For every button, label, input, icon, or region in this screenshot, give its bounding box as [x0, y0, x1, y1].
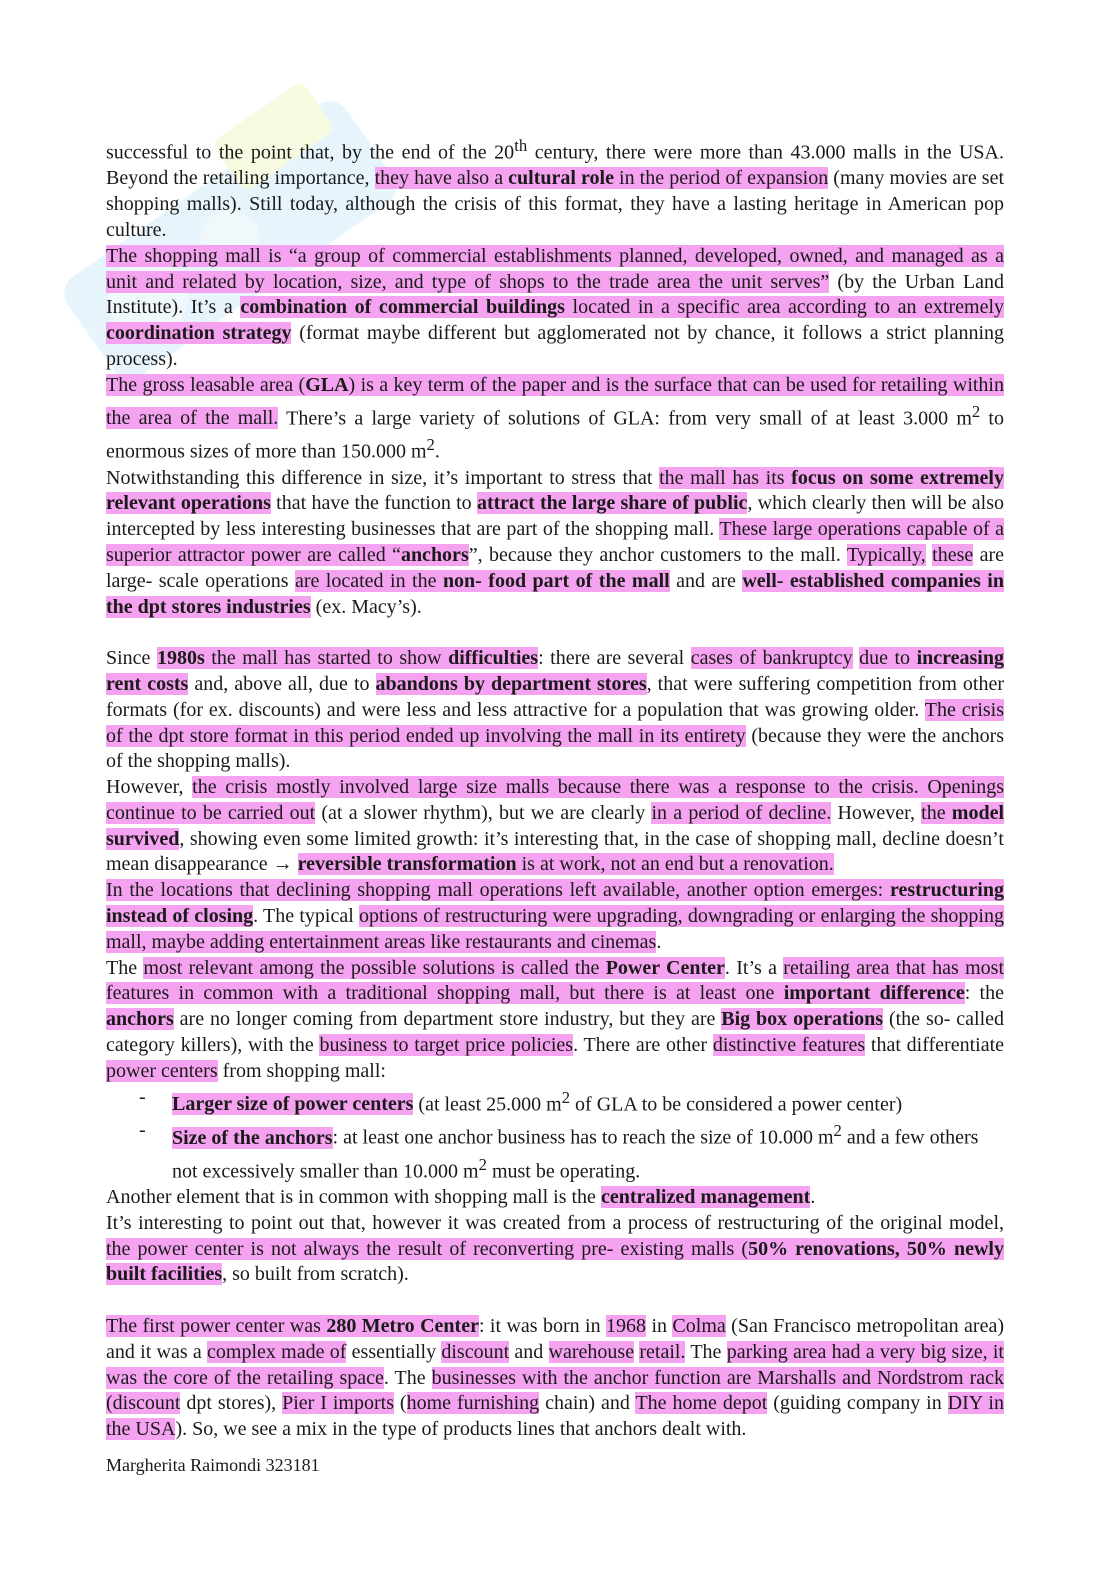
paragraph-5: Since 1980s the mall has started to show difficulties: there are several cases of bankruptcy due to increasing rent costs and, above all, due to abandons by department stores, that were suffering competition from other formats (for ex. discounts) and were less and less attractive for a population that was growing older. The crisis of the dpt store format in this period ended up involving the mall in its entirety (because they were the anchors of the shopping malls).	[106, 647, 1005, 773]
list-item: - Larger size of power centers (at least 25.000 $m^2$ of GLA to be considered a power center)	[172, 1085, 1004, 1118]
paragraph-6: However, the crisis mostly involved large size malls because there was a response to the crisis. Openings continue to be carried out (at a slower rhythm), but we are clearly in a period of decline. However, the model survived, showing even some limited growth: it’s interesting that, in the case of shopping mall, decline doesn’t mean disappearance → reversible transformation is at work, not an end but a renovation.	[106, 776, 1005, 876]
power-center-features-list	[106, 1085, 1004, 1185]
paragraph-10: It’s interesting to point out that, however it was created from a process of restructuring of the original model, the power center is not always the result of reconverting pre- existing malls (50% renovations, 50% newly built facilities, so built from scratch).	[106, 1211, 1004, 1286]
paragraph-1: successful to the point that, by the end of the 20th century, there were more than 43.000 malls in the USA. Beyond the retailing importance, they have also a cultural role in the period of expansion (many movies are set shopping malls). Still today, although the crisis of this format, they have a lasting heritage in American pop culture.	[106, 136, 1005, 242]
paragraph-2: The shopping mall is “a group of commercial establishments planned, developed, owned, and managed as a unit and related by location, size, and type of shops to the trade area the unit serves” (by the Urban Land Institute). It’s a combination of commercial buildings located in a specific area according to an extremely coordination strategy (format maybe different but agglomerated not by chance, it follows a strict planning process).	[106, 244, 1004, 371]
list-item: - Size of the anchors: at least one anchor business has to reach the size of 10.000 $m^2$ and a few others not excessively smaller than 10.000 $m^2$ must be operating.	[172, 1118, 1004, 1185]
page-footer-author: Margherita Raimondi 323181	[106, 1455, 320, 1475]
paragraph-7: In the locations that declining shopping mall operations left available, another option emerges: restructuring instead of closing. The typical options of restructuring were upgrading, downgrading or enlarging the shopping mall, maybe adding entertainment areas like restaurants and cinemas.	[106, 879, 1004, 953]
paragraph-8: The most relevant among the possible solutions is called the Power Center. It’s a retailing area that has most features in common with a traditional shopping mall, but there is at least one important difference: the anchors are no longer coming from department store industry, but they are Big box operations (the so- called category killers), with the business to target price policies. There are other distinctive features that differentiate power centers from shopping mall:	[106, 956, 1005, 1082]
paragraph-11: The first power center was 280 Metro Center: it was born in 1968 in Colma (San Francisco metropolitan area) and it was a complex made of essentially discount and warehouse retail. The parking area had a very big size, it was the core of the retailing space. The businesses with the anchor function are Marshalls and Nordstrom rack (discount dpt stores), Pier I imports (home furnishing chain) and The home depot (guiding company in DIY in the USA). So, we see a mix in the type of products lines that anchors dealt with.	[106, 1315, 1004, 1441]
paragraph-4: Notwithstanding this difference in size, it’s important to stress that the mall has its focus on some extremely relevant operations that have the function to attract the large share of public, which clearly then will be also intercepted by less interesting businesses that are part of the shopping mall. These large operations capable of a superior attractor power are called “anchors”, because they anchor customers to the mall. Typically, these are large- scale operations are located in the non- food part of the mall and are well- established companies in the dpt stores industries (ex. Macy’s).	[106, 466, 1005, 618]
paragraph-9: Another element that is in common with shopping mall is the centralized management.	[106, 1186, 816, 1209]
paragraph-3: The gross leasable area (GLA) is a key term of the paper and is the surface that can be used for retailing within the area of the mall. There’s a large variety of solutions of GLA: from very small of at least 3.000 $m^2$ to enormous sizes of more than 150.000 $m^2$.	[106, 373, 1004, 463]
document-body	[106, 133, 1004, 1443]
